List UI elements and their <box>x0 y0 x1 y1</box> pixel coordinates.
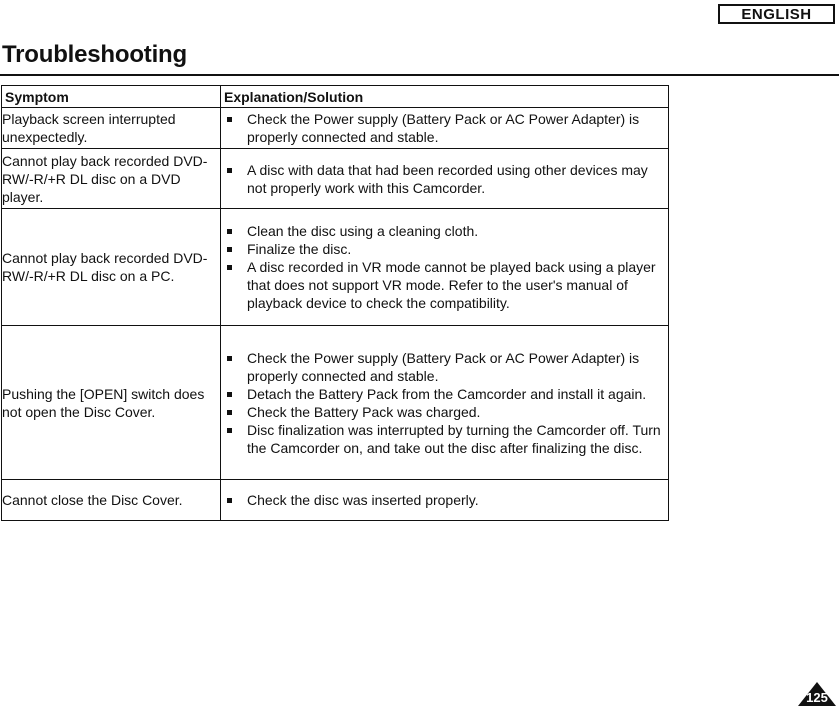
solution-cell <box>221 326 669 480</box>
solution-item: Clean the disc using a cleaning cloth. <box>225 222 668 240</box>
solution-cell <box>221 108 669 149</box>
symptom-cell: Cannot play back recorded DVD-RW/-R/+R DL disc on a PC. <box>2 209 221 326</box>
solution-cell <box>221 149 669 209</box>
solution-cell <box>221 480 669 521</box>
symptom-cell: Pushing the [OPEN] switch does not open the Disc Cover. <box>2 326 221 480</box>
solution-list <box>221 222 668 312</box>
symptom-cell: Cannot close the Disc Cover. <box>2 480 221 521</box>
solution-list <box>221 110 668 146</box>
table-row <box>2 108 669 149</box>
solution-item: Check the Battery Pack was charged. <box>225 403 668 421</box>
header-symptom: Symptom <box>2 86 221 108</box>
solution-list <box>221 161 668 197</box>
page-title: Troubleshooting <box>2 41 187 68</box>
symptom-cell: Cannot play back recorded DVD-RW/-R/+R DL disc on a DVD player. <box>2 149 221 209</box>
solution-item: Check the Power supply (Battery Pack or AC Power Adapter) is properly connected and stable. <box>225 349 668 385</box>
solution-item: Disc finalization was interrupted by turning the Camcorder off. Turn the Camcorder on, and take out the disc after finalizing the disc. <box>225 421 668 457</box>
table-row <box>2 149 669 209</box>
title-divider <box>0 74 839 76</box>
solution-item: A disc with data that had been recorded using other devices may not properly work with this Camcorder. <box>225 161 668 197</box>
solution-item: Finalize the disc. <box>225 240 668 258</box>
solution-cell <box>221 209 669 326</box>
symptom-cell: Playback screen interrupted unexpectedly. <box>2 108 221 149</box>
solution-item: Check the disc was inserted properly. <box>225 491 668 509</box>
table-row <box>2 209 669 326</box>
table-header-row <box>2 86 669 108</box>
page-number: 125 <box>806 690 828 705</box>
solution-list <box>221 349 668 457</box>
troubleshooting-table <box>1 85 669 521</box>
language-badge: ENGLISH <box>718 4 835 24</box>
solution-item: Check the Power supply (Battery Pack or AC Power Adapter) is properly connected and stable. <box>225 110 668 146</box>
table-row <box>2 480 669 521</box>
header-solution: Explanation/Solution <box>221 86 669 108</box>
page-number-badge <box>797 681 837 707</box>
solution-list <box>221 491 668 509</box>
solution-item: Detach the Battery Pack from the Camcorder and install it again. <box>225 385 668 403</box>
solution-item: A disc recorded in VR mode cannot be played back using a player that does not support VR mode. Refer to the user's manual of playback device to check the compatibility. <box>225 258 668 312</box>
table-row <box>2 326 669 480</box>
